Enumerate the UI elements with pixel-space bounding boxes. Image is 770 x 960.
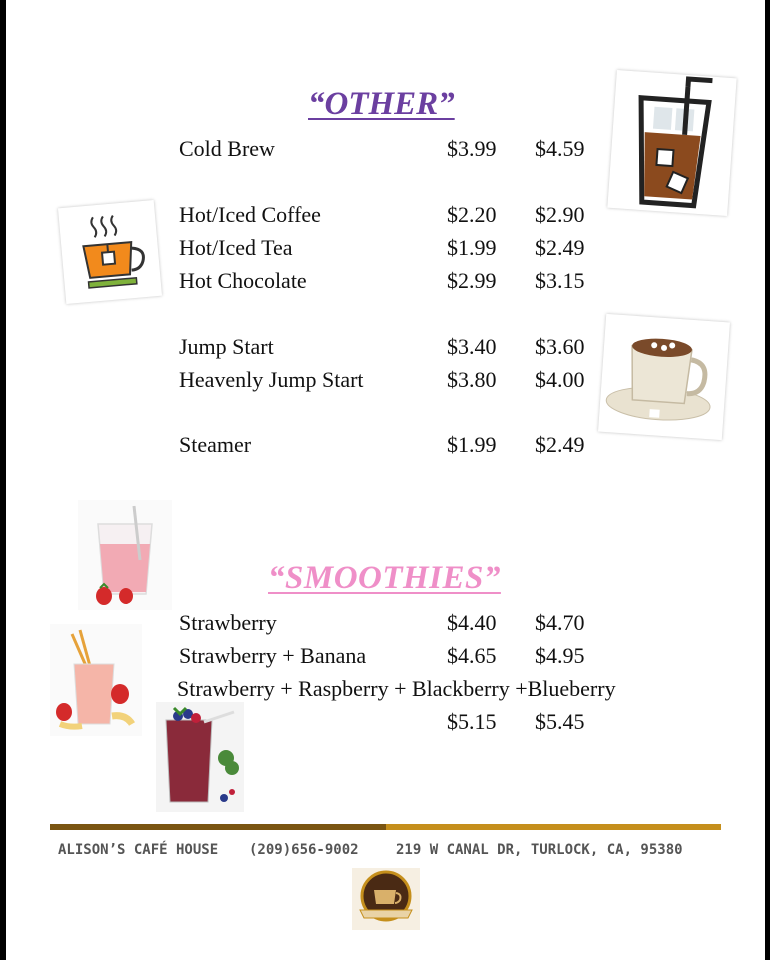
cafe-address: 219 W CANAL DR, TURLOCK, CA, 95380 bbox=[396, 842, 683, 858]
menu-item-name: Hot/Iced Coffee bbox=[179, 202, 321, 227]
smoothies-heading: “SMOOTHIES” bbox=[268, 560, 501, 596]
hot-chocolate-icon bbox=[598, 314, 730, 440]
iced-coffee-icon bbox=[607, 70, 736, 216]
berry-smoothie-icon bbox=[156, 702, 244, 812]
menu-item-name: Hot/Iced Tea bbox=[179, 235, 293, 260]
strawberry-banana-smoothie-icon bbox=[50, 624, 142, 736]
price-large: $2.49 bbox=[535, 432, 585, 457]
price-large: $2.90 bbox=[535, 202, 585, 227]
menu-item-name: Heavenly Jump Start bbox=[179, 367, 364, 392]
cafe-phone: (209)656-9002 bbox=[249, 842, 359, 858]
price-small: $5.15 bbox=[447, 709, 497, 734]
menu-item-name: Steamer bbox=[179, 432, 252, 457]
price-large: $4.95 bbox=[535, 643, 585, 668]
price-large: $4.70 bbox=[535, 610, 585, 635]
menu-item-name: Strawberry + Banana bbox=[179, 643, 367, 668]
price-small: $3.99 bbox=[447, 136, 497, 161]
menu-page bbox=[6, 0, 765, 960]
menu-item-name: Jump Start bbox=[179, 334, 274, 359]
price-large: $2.49 bbox=[535, 235, 585, 260]
price-small: $3.40 bbox=[447, 334, 497, 359]
menu-item-name: Hot Chocolate bbox=[179, 268, 307, 293]
price-large: $3.15 bbox=[535, 268, 585, 293]
price-small: $3.80 bbox=[447, 367, 497, 392]
price-small: $1.99 bbox=[447, 432, 497, 457]
price-large: $3.60 bbox=[535, 334, 585, 359]
price-large: $4.59 bbox=[535, 136, 585, 161]
hot-tea-icon bbox=[58, 200, 162, 304]
menu-item-name: Strawberry bbox=[179, 610, 277, 635]
price-large: $4.00 bbox=[535, 367, 585, 392]
menu-item-name: Cold Brew bbox=[179, 136, 275, 161]
price-small: $2.99 bbox=[447, 268, 497, 293]
smoothie-glass-icon bbox=[78, 500, 172, 610]
menu-item-name: Strawberry + Raspberry + Blackberry +Blueberry bbox=[177, 676, 616, 701]
other-heading: “OTHER” bbox=[308, 86, 455, 122]
footer-divider-gold bbox=[386, 824, 721, 830]
cafe-logo-icon bbox=[352, 868, 420, 930]
price-small: $1.99 bbox=[447, 235, 497, 260]
price-small: $2.20 bbox=[447, 202, 497, 227]
price-large: $5.45 bbox=[535, 709, 585, 734]
price-small: $4.40 bbox=[447, 610, 497, 635]
price-small: $4.65 bbox=[447, 643, 497, 668]
cafe-name: ALISON’S CAFÉ HOUSE bbox=[58, 842, 219, 858]
footer-divider-dark bbox=[50, 824, 386, 830]
